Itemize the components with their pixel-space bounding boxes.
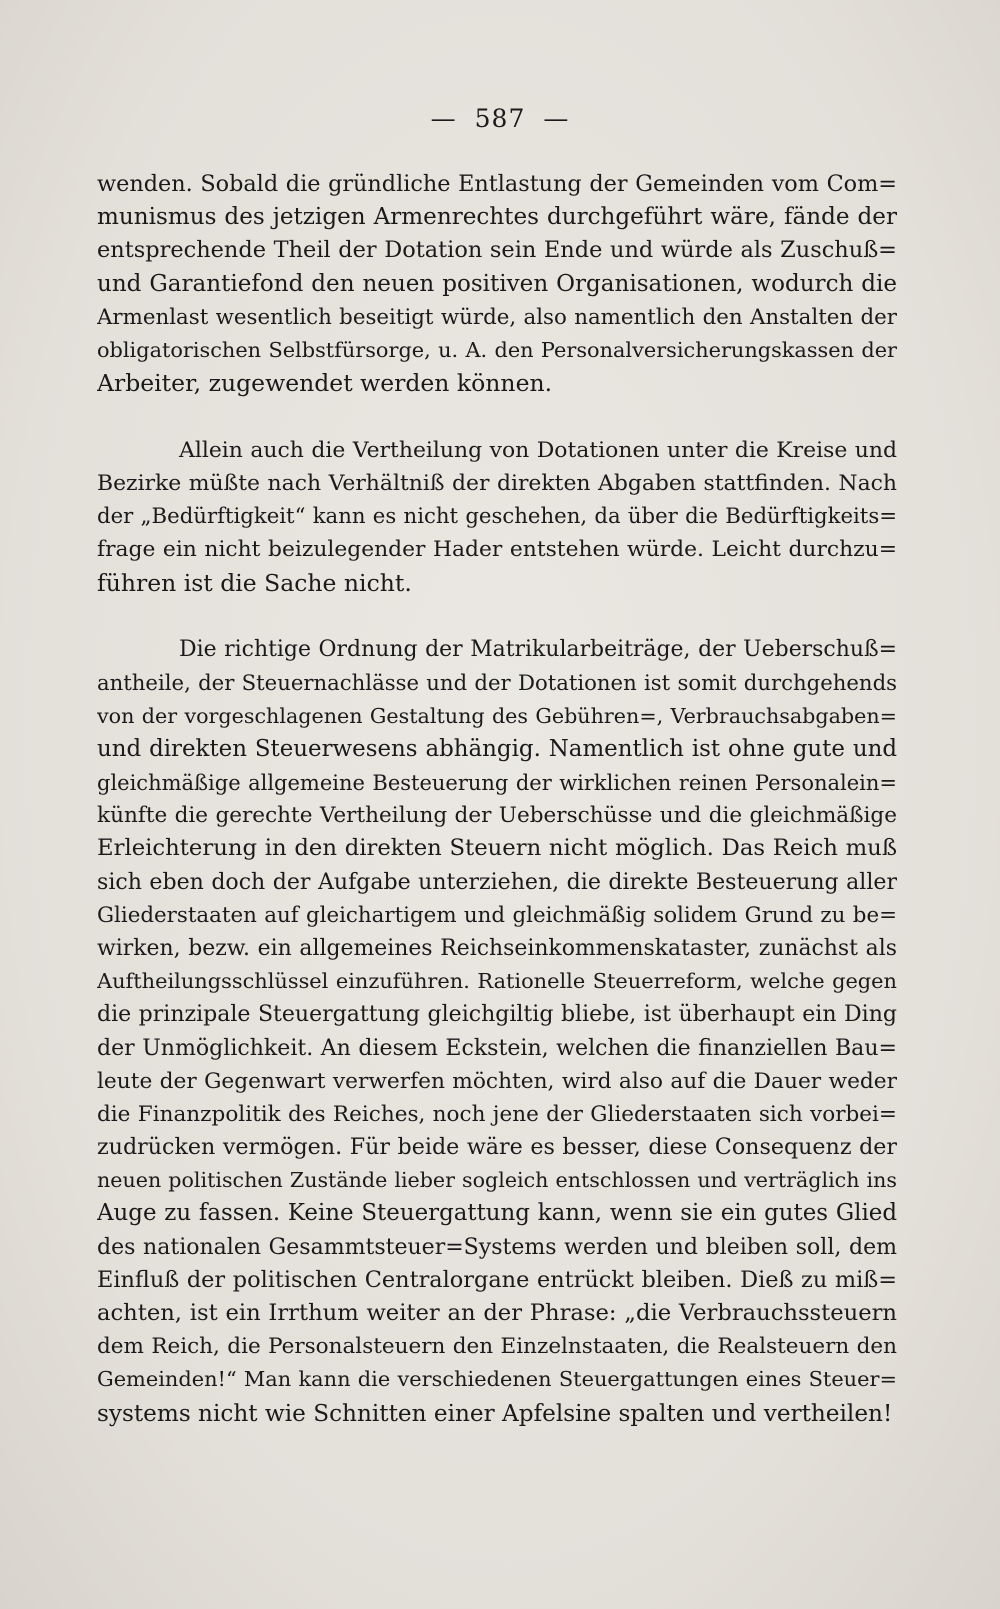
text-line: der „Bedürftigkeit“ kann es nicht geschehen, da über die Bedürftigkeits=	[97, 504, 897, 530]
paragraph	[97, 168, 897, 400]
text-line: dem Reich, die Personalsteuern den Einzelnstaaten, die Realsteuern den	[97, 1334, 897, 1360]
text-line: Bezirke müßte nach Verhältniß der direkten Abgaben stattfinden. Nach	[97, 471, 897, 496]
text-line: des nationalen Gesammtsteuer=Systems werden und bleiben soll, dem	[97, 1234, 897, 1260]
text-line: Gemeinden!“ Man kann die verschiedenen Steuergattungen eines Steuer=	[97, 1367, 897, 1392]
paragraph	[97, 434, 897, 600]
text-line: neuen politischen Zustände lieber sogleich entschlossen und verträglich ins	[97, 1168, 897, 1193]
header-dash-left: —	[430, 104, 457, 133]
paragraph	[97, 633, 897, 1430]
text-line: führen ist die Sache nicht.	[97, 568, 412, 597]
text-line: die Finanzpolitik des Reiches, noch jene der Gliederstaaten sich vorbei=	[97, 1101, 897, 1127]
text-line: Erleichterung in den direkten Steuern nicht möglich. Das Reich muß	[97, 835, 897, 862]
text-line: künfte die gerechte Vertheilung der Ueberschüsse und die gleichmäßige	[97, 803, 897, 829]
text-line: von der vorgeschlagenen Gestaltung des Gebühren=, Verbrauchsabgaben=	[97, 703, 897, 728]
text-line: zudrücken vermögen. Für beide wäre es besser, diese Consequenz der	[97, 1134, 897, 1161]
text-line: und direkten Steuerwesens abhängig. Namentlich ist ohne gute und	[97, 735, 897, 762]
text-line: obligatorischen Selbstfürsorge, u. A. den Personalversicherungskassen der	[97, 337, 897, 362]
text-line: die prinzipale Steuergattung gleichgiltig bliebe, ist überhaupt ein Ding	[97, 1002, 897, 1028]
page-header	[0, 104, 1000, 133]
text-line: sich eben doch der Aufgabe unterziehen, die direkte Besteuerung aller	[97, 869, 897, 895]
text-line: gleichmäßige allgemeine Besteuerung der wirklichen reinen Personalein=	[97, 770, 897, 795]
text-line: wenden. Sobald die gründliche Entlastung der Gemeinden vom Com=	[97, 171, 897, 197]
text-line: frage ein nicht beizulegender Hader entstehen würde. Leicht durchzu=	[97, 537, 897, 563]
text-line: antheile, der Steuernachlässe und der Dotationen ist somit durchgehends	[97, 670, 897, 696]
text-line: leute der Gegenwart verwerfen möchten, wird also auf die Dauer weder	[97, 1068, 897, 1094]
text-line: Auge zu fassen. Keine Steuergattung kann, wenn sie ein gutes Glied	[97, 1200, 897, 1227]
text-line: Arbeiter, zugewendet werden können.	[97, 369, 553, 398]
text-line: Armenlast wesentlich beseitigt würde, also namentlich den Anstalten der	[97, 304, 897, 330]
paragraph-gap	[97, 600, 897, 634]
text-line: der Unmöglichkeit. An diesem Eckstein, welchen die finanziellen Bau=	[97, 1035, 897, 1061]
text-line: Allein auch die Vertheilung von Dotationen unter die Kreise und	[179, 437, 897, 463]
text-line: systems nicht wie Schnitten einer Apfelsine spalten und vertheilen!	[97, 1399, 893, 1427]
text-line: Auftheilungsschlüssel einzuführen. Rationelle Steuerreform, welche gegen	[97, 969, 897, 994]
text-line: und Garantiefond den neuen positiven Organisationen, wodurch die	[97, 270, 897, 297]
text-line: Gliederstaaten auf gleichartigem und gleichmäßig solidem Grund zu be=	[97, 902, 897, 928]
header-dash-right: —	[543, 104, 570, 133]
paragraph-gap	[97, 400, 897, 434]
text-line: achten, ist ein Irrthum weiter an der Phrase: „die Verbrauchssteuern	[97, 1300, 897, 1326]
text-line: wirken, bezw. ein allgemeines Reichseinkommenskataster, zunächst als	[97, 935, 897, 961]
text-line: Einfluß der politischen Centralorgane entrückt bleiben. Dieß zu miß=	[97, 1266, 897, 1293]
page-number: 587	[474, 104, 526, 133]
body-text	[97, 168, 897, 1430]
text-line: entsprechende Theil der Dotation sein Ende und würde als Zuschuß=	[97, 237, 897, 264]
text-line: Die richtige Ordnung der Matrikularbeiträge, der Ueberschuß=	[179, 637, 897, 663]
text-line: munismus des jetzigen Armenrechtes durchgeführt wäre, fände der	[97, 204, 897, 231]
